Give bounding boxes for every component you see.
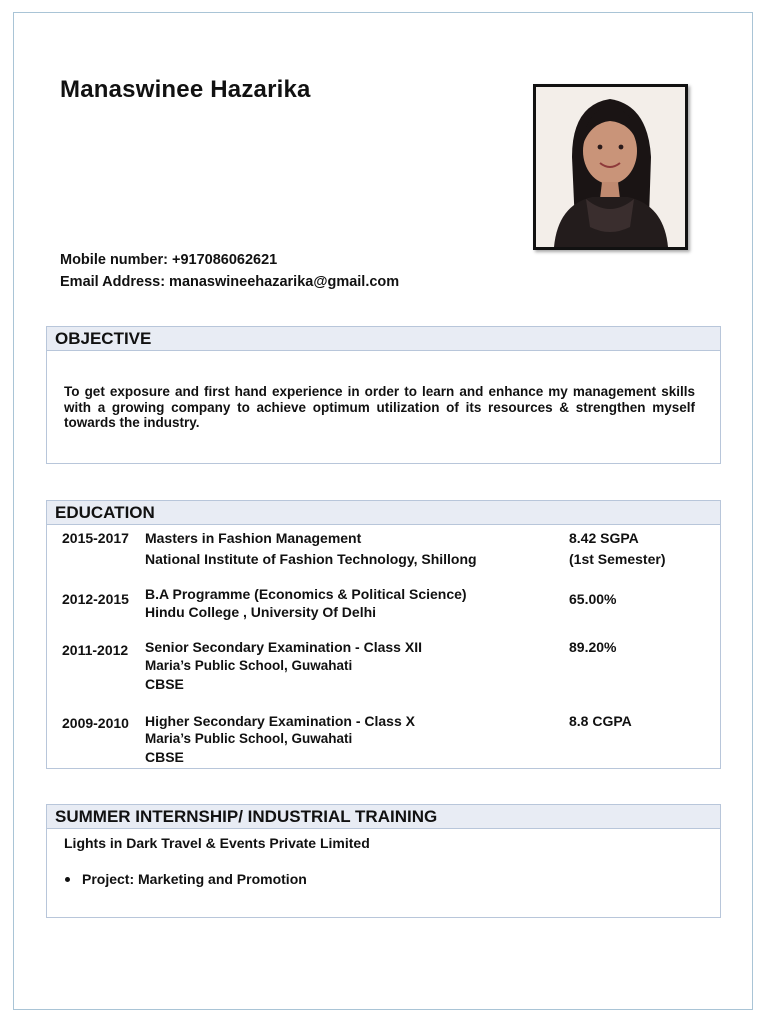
- internship-project: Project: Marketing and Promotion: [82, 871, 307, 887]
- education-institution: National Institute of Fashion Technology, Shillong: [145, 551, 477, 567]
- education-score: 65.00%: [569, 591, 617, 607]
- candidate-name: Manaswinee Hazarika: [60, 76, 311, 103]
- education-institution: Maria’s Public School, Guwahati: [145, 731, 353, 746]
- internship-heading: SUMMER INTERNSHIP/ INDUSTRIAL TRAINING: [47, 805, 720, 829]
- education-score: 8.42 SGPA: [569, 530, 639, 546]
- education-degree: Masters in Fashion Management: [145, 530, 362, 546]
- bullet-icon: [65, 877, 70, 882]
- objective-heading: OBJECTIVE: [47, 327, 720, 351]
- profile-photo: [533, 84, 688, 250]
- education-board: CBSE: [145, 676, 184, 692]
- education-years: 2012-2015: [62, 591, 129, 607]
- education-institution: Hindu College , University Of Delhi: [145, 604, 377, 620]
- education-years: 2011-2012: [62, 642, 129, 658]
- mobile-number: Mobile number: +917086062621: [60, 252, 278, 268]
- education-degree: Senior Secondary Examination - Class XII: [145, 639, 422, 655]
- education-score: 8.8 CGPA: [569, 713, 632, 729]
- education-years: 2009-2010: [62, 715, 129, 731]
- email-address: Email Address: manaswineehazarika@gmail.com: [60, 274, 400, 290]
- education-board: CBSE: [145, 749, 184, 765]
- objective-text: To get exposure and first hand experience in order to learn and enhance my management skills with a growing company to achieve optimum utilization of its resources & strengthen myself towards the industry.: [64, 384, 695, 430]
- education-score-note: (1st Semester): [569, 551, 666, 567]
- education-degree: Higher Secondary Examination - Class X: [145, 713, 415, 729]
- objective-section: [46, 326, 721, 464]
- education-heading: EDUCATION: [47, 501, 720, 525]
- education-score: 89.20%: [569, 639, 617, 655]
- education-years: 2015-2017: [62, 530, 129, 546]
- internship-section: [46, 804, 721, 918]
- education-institution: Maria’s Public School, Guwahati: [145, 658, 353, 673]
- internship-company: Lights in Dark Travel & Events Private Limited: [64, 835, 370, 851]
- education-section: [46, 500, 721, 769]
- profile-photo-image: [536, 87, 685, 247]
- education-degree: B.A Programme (Economics & Political Science): [145, 586, 467, 602]
